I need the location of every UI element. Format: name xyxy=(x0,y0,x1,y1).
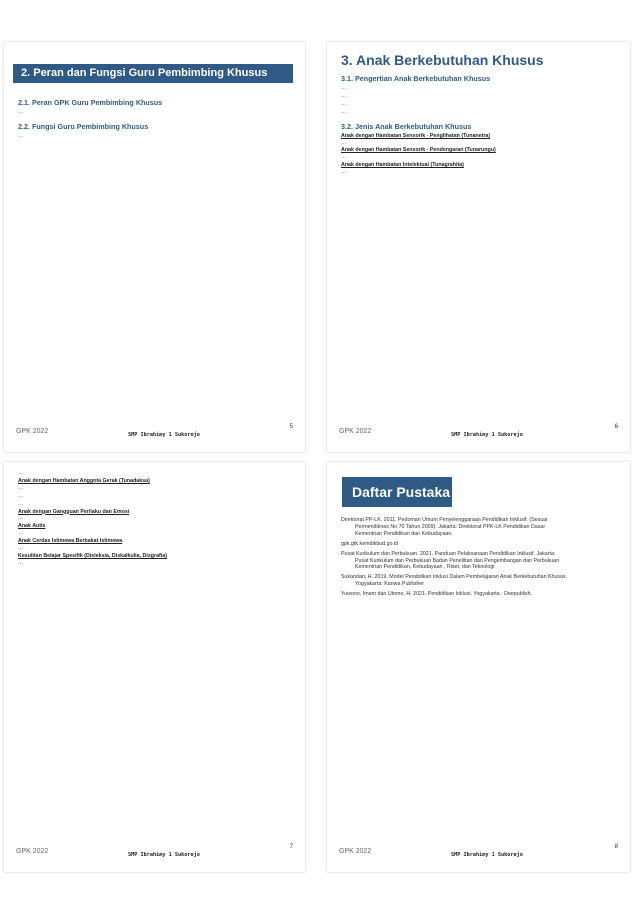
reference-item xyxy=(341,574,619,588)
paragraph: … xyxy=(18,530,24,537)
reference-line: Pusat Kurikulum dan Perbukuan Badan Penelitian dan Pengembangan dan Perbukuan xyxy=(355,557,560,564)
section-banner: Daftar Pustaka xyxy=(342,477,452,507)
subheading: 2.1. Peran GPK Guru Pembimbing Khusus xyxy=(18,98,163,107)
reference-list xyxy=(341,517,619,601)
reference-item xyxy=(341,551,619,572)
category-heading: Kesulitan Belajar Spesifik (Disleksia, Diskalkulia, Disgrafia) xyxy=(18,552,167,559)
page-number: 8 xyxy=(614,844,618,850)
page-footer xyxy=(16,424,293,440)
page-footer xyxy=(339,424,618,440)
paragraph: … xyxy=(341,85,347,91)
footer-school: SMP Ibrahimy 1 Sukorejo xyxy=(128,852,200,858)
paragraph: … xyxy=(18,500,24,507)
paragraph: … xyxy=(18,132,24,139)
page-number: 5 xyxy=(289,424,293,430)
paragraph: … xyxy=(18,545,24,552)
paragraph: … xyxy=(341,100,347,107)
reference-line: Kementrian Pendidikan, Kebudayaan , Riset, dan Teknologi xyxy=(355,564,495,571)
page-content xyxy=(341,70,617,177)
section-banner: 2. Peran dan Fungsi Guru Pembimbing Khusus xyxy=(13,64,293,83)
subheading: 3.1. Pengertian Anak Berkebutuhan Khusus xyxy=(341,74,491,83)
paragraph: … xyxy=(341,169,347,176)
paragraph: … xyxy=(18,484,24,491)
section-heading: 3. Anak Berkebutuhan Khusus xyxy=(341,52,544,68)
page-6 xyxy=(327,42,630,452)
page-footer xyxy=(16,844,293,860)
category-heading: Anak Cerdas Istimewa Berbakat Istimewa xyxy=(18,538,123,545)
category-heading: Anak dengan Hambatan Sensorik - Pendengaran (Tunarungu) xyxy=(341,147,496,154)
page-content xyxy=(18,470,296,568)
category-heading: Anak dengan Hambatan Sensorik - Penglihatan (Tunanetra) xyxy=(341,132,491,139)
page-7 xyxy=(4,462,305,872)
page-8 xyxy=(327,462,630,872)
reference-line: Kementrian Pendidikan dan Kebudayaan. xyxy=(355,530,453,537)
reference-line: Direktorat PP-LK. 2011. Pedoman Umum Penyelenggaraan Pendidikan Inklusif. (Sesuai xyxy=(341,517,548,523)
category-heading: Anak dengan Hambatan Anggota Gerak (Tunadaksa) xyxy=(18,477,150,484)
paragraph: … xyxy=(18,470,24,476)
paragraph: … xyxy=(341,139,347,146)
reference-line: gpk.gtk.kemdikbud.go.id xyxy=(341,540,399,547)
reference-line: Sukandari, H. 2019. Model Pendidikan Inklusi Dalam Pembelajaran Anak Berkebutuhan Khusus. xyxy=(341,574,568,581)
subheading: 2.2. Fungsi Guru Pembimbing Khusus xyxy=(18,121,149,131)
paragraph: … xyxy=(341,154,347,161)
footer-school: SMP Ibrahimy 1 Sukorejo xyxy=(451,852,523,858)
reference-line: Pusat Kurikulum dan Perbukuan. 2021. Panduan Pelaksanaan Pendidikan Inklusif. Jakarta: xyxy=(341,550,556,557)
reference-item xyxy=(341,541,619,548)
reference-item xyxy=(341,517,619,538)
paragraph: … xyxy=(18,559,24,566)
footer-label: GPK 2022 xyxy=(16,848,49,855)
page-content xyxy=(18,94,294,141)
reference-line: Yogyakarta: Kanwa Publisher xyxy=(355,581,425,588)
paragraph: … xyxy=(341,92,347,99)
footer-school: SMP Ibrahimy 1 Sukorejo xyxy=(451,432,523,438)
paragraph: … xyxy=(18,515,24,522)
footer-label: GPK 2022 xyxy=(339,848,372,855)
category-heading: Anak Autis xyxy=(18,523,46,530)
paragraph: … xyxy=(341,108,347,115)
reference-line: Permendiknas No 70 Tahun 2009). Jakarta: Direktorat PPK-LK Pendidikan Dasar xyxy=(355,523,546,530)
subheading: 3.2. Jenis Anak Berkebutuhan Khusus xyxy=(341,121,472,131)
page-5 xyxy=(4,42,305,452)
footer-label: GPK 2022 xyxy=(339,428,372,435)
page-number: 6 xyxy=(614,424,618,430)
footer-label: GPK 2022 xyxy=(16,428,49,435)
page-footer xyxy=(339,844,618,860)
page-number: 7 xyxy=(289,844,293,850)
footer-school: SMP Ibrahimy 1 Sukorejo xyxy=(128,432,200,438)
reference-line: Yuwono, Imam dan Utomo, H. 2021. Pendidikan Inklusi. Yogyakarta : Deepublish. xyxy=(341,591,533,598)
paragraph: … xyxy=(18,492,24,499)
category-heading: Anak dengan Gangguan Perilaku dan Emosi xyxy=(18,508,130,515)
reference-item xyxy=(341,591,619,598)
paragraph: … xyxy=(18,109,24,115)
category-heading: Anak dengan Hambatan Intelektual (Tunagrahita) xyxy=(341,162,464,169)
